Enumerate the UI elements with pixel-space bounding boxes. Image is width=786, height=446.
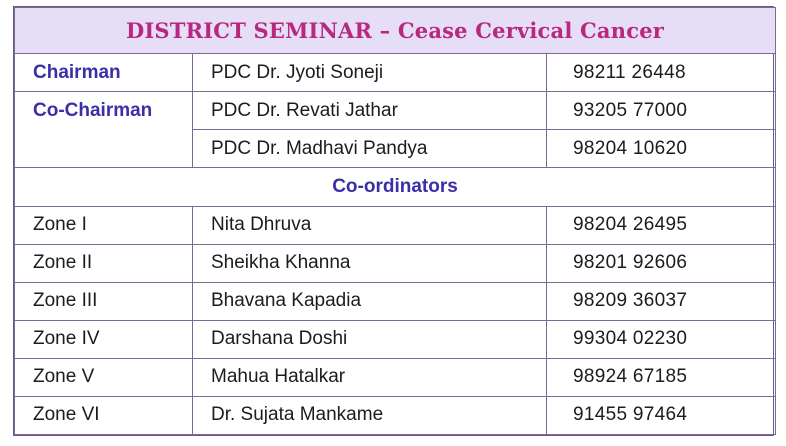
zone-label: Zone IV [15,320,193,358]
table-row [15,320,776,358]
table-row [15,244,776,282]
chairman-phone: 98211 26448 [547,54,776,92]
coordinator-phone: 98924 67185 [547,358,776,396]
seminar-contact-table [13,6,774,436]
table-row [15,396,776,434]
contact-table [14,7,776,435]
coordinator-name: Sheikha Khanna [193,244,547,282]
zone-label: Zone II [15,244,193,282]
coordinator-name: Mahua Hatalkar [193,358,547,396]
table-title: DISTRICT SEMINAR – Cease Cervical Cancer [15,8,776,54]
coordinators-section-row [15,168,776,206]
table-row [15,282,776,320]
co-chairman-name-2: PDC Dr. Madhavi Pandya [193,130,547,168]
co-chairman-name-1: PDC Dr. Revati Jathar [193,92,547,130]
coordinator-phone: 98201 92606 [547,244,776,282]
chairman-name: PDC Dr. Jyoti Soneji [193,54,547,92]
co-chairman-role-label: Co-Chairman [15,92,193,168]
coordinator-phone: 99304 02230 [547,320,776,358]
title-row [15,8,776,54]
coordinator-name: Darshana Doshi [193,320,547,358]
coordinator-phone: 98204 26495 [547,206,776,244]
chairman-role-label: Chairman [15,54,193,92]
zone-label: Zone III [15,282,193,320]
co-chairman-phone-1: 93205 77000 [547,92,776,130]
co-chairman-phone-2: 98204 10620 [547,130,776,168]
coordinators-heading: Co-ordinators [15,168,776,206]
zone-label: Zone V [15,358,193,396]
coordinator-name: Bhavana Kapadia [193,282,547,320]
coordinator-name: Dr. Sujata Mankame [193,396,547,434]
table-row [15,206,776,244]
coordinator-name: Nita Dhruva [193,206,547,244]
chairman-row [15,54,776,92]
coordinator-phone: 91455 97464 [547,396,776,434]
zone-label: Zone VI [15,396,193,434]
coordinator-phone: 98209 36037 [547,282,776,320]
zone-label: Zone I [15,206,193,244]
table-row [15,358,776,396]
co-chairman-row [15,92,776,130]
